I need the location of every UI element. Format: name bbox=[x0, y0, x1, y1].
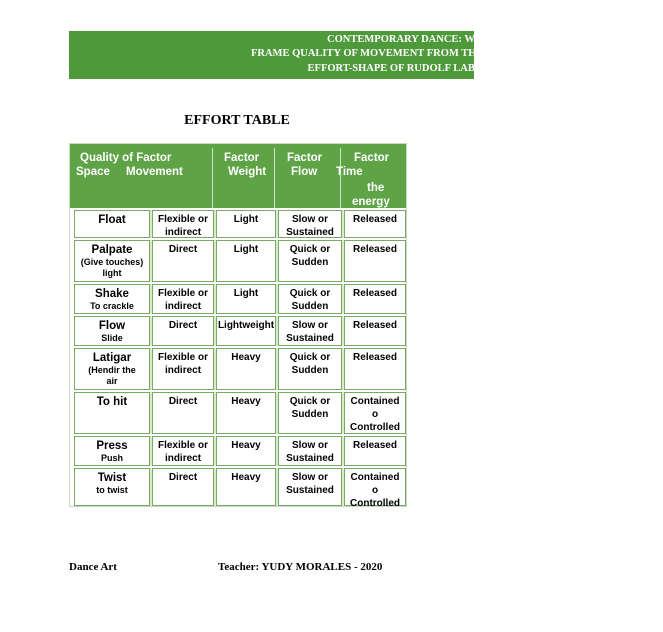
quality-name: Shake bbox=[95, 288, 129, 300]
footer-left: Dance Art bbox=[69, 561, 117, 573]
quality-subtitle: Slide bbox=[101, 333, 123, 343]
table-row bbox=[74, 348, 406, 390]
header-space: Space bbox=[76, 166, 110, 178]
time-cell bbox=[344, 240, 406, 282]
header-flow-line1: Factor bbox=[287, 152, 323, 164]
space-value: indirect bbox=[164, 301, 202, 312]
space-cell bbox=[152, 436, 214, 466]
flow-cell bbox=[278, 436, 342, 466]
weight-value: Heavy bbox=[231, 352, 261, 363]
quality-cell bbox=[74, 436, 150, 466]
flow-value: Sustained bbox=[286, 227, 334, 238]
quality-cell bbox=[74, 240, 150, 282]
space-cell bbox=[152, 240, 214, 282]
space-cell bbox=[152, 210, 214, 238]
flow-value: Sudden bbox=[291, 257, 329, 268]
space-value: indirect bbox=[164, 365, 202, 376]
time-value: o bbox=[371, 409, 379, 420]
time-value: Controlled bbox=[350, 422, 400, 433]
space-cell bbox=[152, 468, 214, 506]
space-value: Direct bbox=[168, 244, 198, 255]
weight-cell bbox=[216, 240, 276, 282]
table-row bbox=[74, 392, 406, 434]
flow-value: Sustained bbox=[286, 485, 334, 496]
quality-subtitle: (Hendir the bbox=[88, 365, 136, 375]
quality-cell bbox=[74, 284, 150, 314]
weight-cell bbox=[216, 468, 276, 506]
weight-value: Lightweight bbox=[217, 320, 275, 331]
weight-value: Heavy bbox=[231, 440, 261, 451]
time-cell bbox=[344, 284, 406, 314]
flow-value: Quick or bbox=[289, 396, 331, 407]
space-cell bbox=[152, 348, 214, 390]
weight-cell bbox=[216, 436, 276, 466]
header-flow-line2: Flow bbox=[291, 166, 318, 178]
quality-name: Press bbox=[96, 440, 128, 452]
time-cell bbox=[344, 468, 406, 509]
quality-name: Float bbox=[98, 214, 126, 226]
flow-value: Sudden bbox=[291, 409, 329, 420]
flow-value: Slow or bbox=[291, 440, 329, 451]
time-value: o bbox=[371, 485, 379, 496]
time-value: Contained bbox=[350, 396, 400, 407]
quality-name: Flow bbox=[98, 320, 126, 332]
weight-cell bbox=[216, 284, 276, 314]
header-weight-line1: Factor bbox=[224, 152, 260, 164]
table-row bbox=[74, 210, 406, 238]
banner-line-3: EFFORT-SHAPE OF RUDOLF LABA bbox=[307, 63, 483, 74]
header-banner bbox=[69, 31, 532, 79]
quality-cell bbox=[74, 468, 150, 506]
space-value: Flexible or bbox=[157, 440, 208, 451]
page-title: EFFORT TABLE bbox=[184, 113, 290, 128]
flow-cell bbox=[278, 392, 342, 434]
time-value: Released bbox=[353, 214, 397, 225]
flow-cell bbox=[278, 210, 342, 238]
quality-subtitle: To crackle bbox=[90, 301, 134, 311]
weight-cell bbox=[216, 210, 276, 238]
time-value: Contained bbox=[350, 472, 400, 483]
quality-subtitle: light bbox=[102, 268, 122, 278]
time-value: Released bbox=[353, 244, 397, 255]
flow-value: Slow or bbox=[291, 320, 329, 331]
banner-line-1: CONTEMPORARY DANCE: WI bbox=[327, 34, 479, 45]
flow-value: Sustained bbox=[286, 453, 334, 464]
header-divider bbox=[274, 148, 275, 208]
quality-cell bbox=[74, 316, 150, 346]
table-header bbox=[70, 144, 406, 208]
quality-name: To hit bbox=[96, 396, 128, 408]
quality-name: Latigar bbox=[92, 352, 132, 364]
header-time-line2: Time bbox=[336, 166, 363, 178]
space-cell bbox=[152, 316, 214, 346]
time-cell bbox=[344, 436, 406, 466]
flow-value: Quick or bbox=[289, 244, 331, 255]
time-value: Released bbox=[353, 352, 397, 363]
table-row bbox=[74, 316, 406, 346]
table-row bbox=[74, 436, 406, 466]
space-value: Flexible or bbox=[157, 352, 208, 363]
weight-value: Heavy bbox=[231, 396, 261, 407]
space-cell bbox=[152, 284, 214, 314]
space-value: indirect bbox=[164, 227, 202, 238]
time-value: Released bbox=[353, 288, 397, 299]
flow-value: Quick or bbox=[289, 352, 331, 363]
flow-cell bbox=[278, 316, 342, 346]
footer-right: Teacher: YUDY MORALES - 2020 bbox=[218, 561, 383, 573]
weight-value: Light bbox=[233, 288, 259, 299]
space-value: Flexible or bbox=[157, 214, 208, 225]
quality-subtitle: (Give touches) bbox=[80, 257, 144, 267]
flow-value: Slow or bbox=[291, 214, 329, 225]
quality-cell bbox=[74, 392, 150, 434]
time-cell bbox=[344, 392, 406, 434]
flow-cell bbox=[278, 348, 342, 390]
time-cell bbox=[344, 210, 406, 238]
effort-table bbox=[69, 143, 407, 507]
banner-line-2: FRAME QUALITY OF MOVEMENT FROM THE THEORY bbox=[250, 48, 532, 59]
flow-value: Sudden bbox=[291, 301, 329, 312]
quality-cell bbox=[74, 348, 150, 390]
header-time-line1: Factor bbox=[354, 152, 390, 164]
space-cell bbox=[152, 392, 214, 434]
table-row bbox=[74, 284, 406, 314]
flow-value: Quick or bbox=[289, 288, 331, 299]
space-value: Flexible or bbox=[157, 288, 208, 299]
time-value: Released bbox=[353, 440, 397, 451]
header-weight-line2: Weight bbox=[228, 166, 267, 178]
quality-cell bbox=[74, 210, 150, 238]
flow-value: Slow or bbox=[291, 472, 329, 483]
time-cell bbox=[344, 348, 406, 390]
header-time-line4: energy bbox=[352, 196, 390, 208]
weight-value: Light bbox=[233, 214, 259, 225]
header-time-line3: the bbox=[367, 182, 385, 194]
quality-subtitle: to twist bbox=[96, 485, 128, 495]
time-value: Controlled bbox=[350, 498, 400, 509]
quality-name: Palpate bbox=[91, 244, 133, 256]
time-value: Released bbox=[353, 320, 397, 331]
weight-cell bbox=[216, 392, 276, 434]
table-row bbox=[74, 240, 406, 282]
space-value: Direct bbox=[168, 320, 198, 331]
time-cell bbox=[344, 316, 406, 346]
flow-cell bbox=[278, 468, 342, 506]
weight-value: Heavy bbox=[231, 472, 261, 483]
table-row bbox=[74, 468, 406, 509]
flow-cell bbox=[278, 240, 342, 282]
header-movement: Movement bbox=[126, 166, 183, 178]
space-value: indirect bbox=[164, 453, 202, 464]
flow-cell bbox=[278, 284, 342, 314]
weight-value: Light bbox=[233, 244, 259, 255]
space-value: Direct bbox=[168, 472, 198, 483]
quality-name: Twist bbox=[97, 472, 127, 484]
flow-value: Sudden bbox=[291, 365, 329, 376]
header-divider bbox=[212, 148, 213, 208]
quality-subtitle: air bbox=[106, 376, 118, 386]
quality-subtitle: Push bbox=[100, 453, 123, 463]
space-value: Direct bbox=[168, 396, 198, 407]
flow-value: Sustained bbox=[286, 333, 334, 344]
weight-cell bbox=[216, 348, 276, 390]
header-quality: Quality of Factor bbox=[80, 152, 172, 164]
weight-cell bbox=[216, 316, 276, 346]
